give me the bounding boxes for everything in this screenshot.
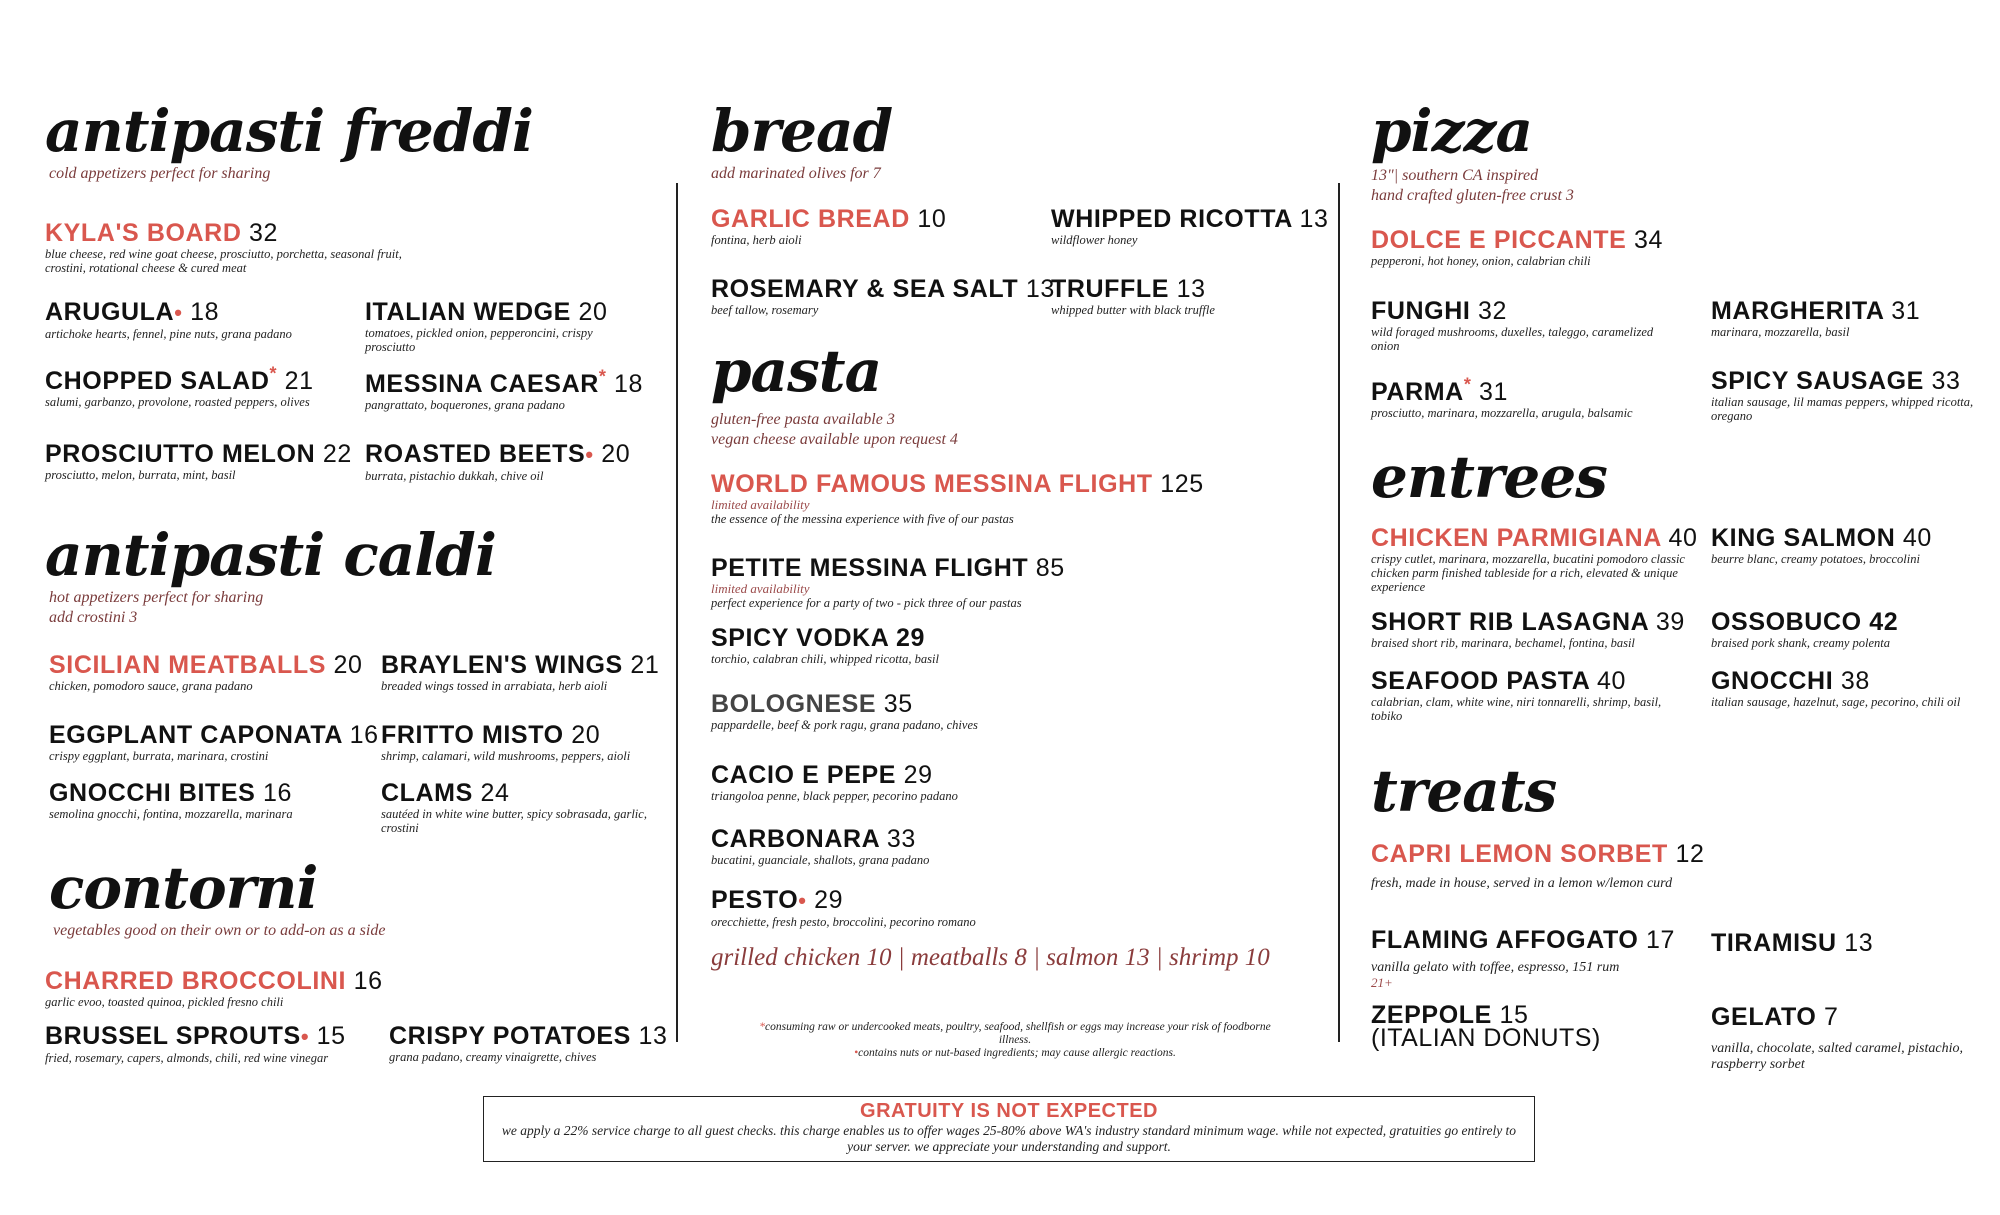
item-description: fried, rosemary, capers, almonds, chili, red wine vinegar [45,1051,329,1065]
item-name: PESTO [711,886,799,914]
item-description: bucatini, guanciale, shallots, grana padano [711,853,930,867]
item-price: 20 [571,721,601,749]
item-name: PARMA [1371,378,1464,406]
item-name: WORLD FAMOUS MESSINA FLIGHT [711,470,1153,498]
section-title-antipasti-caldi: antipasti caldi [45,521,496,589]
item-name: SPICY VODKA [711,624,889,652]
item-price: 21 [630,651,660,679]
item-description: calabrian, clam, white wine, niri tonnarelli, shrimp, basil, tobiko [1371,695,1662,723]
item-description: chicken, pomodoro sauce, grana padano [49,679,253,693]
item-price: 16 [349,721,379,749]
item-name: OSSOBUCO [1711,608,1862,636]
item-description: triangoloa penne, black pepper, pecorino padano [711,789,958,803]
menu-item-world-famous-flight [711,470,1271,526]
menu-item-chicken-parmigiana [1371,524,1698,594]
age-tag: 21+ [1371,975,1393,990]
item-price: 85 [1035,554,1065,582]
item-description: whipped butter with black truffle [1051,303,1215,317]
section-title-contorni: contorni [49,854,318,922]
item-description: blue cheese, red wine goat cheese, prosciutto, porchetta, seasonal fruit, crostini, rotational cheese & cured meat [45,247,402,275]
section-subtitle: 13"| southern CA inspired [1371,167,1539,184]
item-description: torchio, calabran chili, whipped ricotta, basil [711,652,939,666]
item-price: 29 [903,761,933,789]
item-price: 40 [1902,524,1932,552]
item-price: 15 [316,1022,346,1050]
nut-marker: • [174,300,183,325]
item-description: italian sausage, hazelnut, sage, pecorino, chili oil [1711,695,1961,709]
menu-item-king-salmon [1711,524,1981,566]
raw-marker: * [1463,374,1472,395]
section-subtitle: vegan cheese available upon request 4 [711,431,958,448]
item-description: marinara, mozzarella, basil [1711,325,1850,339]
item-description: artichoke hearts, fennel, pine nuts, grana padano [45,327,292,341]
item-price: 13 [1176,275,1206,303]
menu-item-funghi [1371,297,1671,353]
menu-item-sicilian-meatballs [49,651,379,693]
menu-item-arugula [45,298,355,341]
item-price: 33 [1931,367,1961,395]
nut-marker: • [854,1047,859,1059]
item-price: 29 [896,624,926,652]
menu-item-brussel-sprouts [45,1022,385,1065]
item-price: 20 [578,298,608,326]
item-name: BRUSSEL SPROUTS [45,1022,301,1050]
item-price: 40 [1597,667,1627,695]
item-description: prosciutto, marinara, mozzarella, arugula, balsamic [1371,406,1633,420]
item-description: crispy cutlet, marinara, mozzarella, bucatini pomodoro classic chicken parm finished tableside for a rich, elevated & unique experience [1371,552,1685,594]
item-description: fresh, made in house, served in a lemon w/lemon curd [1371,876,1673,891]
item-name: GELATO [1711,1003,1817,1031]
pasta-addons: grilled chicken 10 | meatballs 8 | salmon 13 | shrimp 10 [711,944,1270,971]
item-description: vanilla gelato with toffee, espresso, 151 rum [1371,960,1620,975]
item-price: 125 [1160,470,1204,498]
item-price: 34 [1634,226,1664,254]
menu-item-prosciutto-melon [45,440,355,482]
menu-item-italian-wedge [365,298,645,354]
item-price: 18 [190,298,220,326]
item-description: semolina gnocchi, fontina, mozzarella, marinara [49,807,293,821]
nut-marker: • [798,888,807,913]
gratuity-notice [483,1096,1535,1162]
item-price: 42 [1869,608,1899,636]
item-description: beef tallow, rosemary [711,303,819,317]
nut-marker: • [300,1024,310,1049]
menu-item-tiramisu [1711,929,1981,957]
section-subtitle: add marinated olives for 7 [711,165,881,182]
item-description: pappardelle, beef & pork ragu, grana padano, chives [711,718,978,732]
menu-item-petite-flight [711,554,1271,610]
section-title-antipasti-freddi: antipasti freddi [45,97,533,165]
item-price: 12 [1675,840,1705,868]
menu-item-garlic-bread [711,205,1031,247]
item-name: PETITE MESSINA FLIGHT [711,554,1029,582]
item-description: wildflower honey [1051,233,1138,247]
item-description: pepperoni, hot honey, onion, calabrian chili [1371,254,1591,268]
item-price: 18 [614,370,644,398]
raw-marker: * [269,363,278,384]
item-name: DOLCE E PICCANTE [1371,226,1627,254]
section-title-treats: treats [1371,757,1557,825]
item-description: italian sausage, lil mamas peppers, whipped ricotta, oregano [1711,395,1974,423]
menu-item-kylas-board [45,219,415,275]
item-description: fontina, herb aioli [711,233,802,247]
item-price: 17 [1645,926,1675,954]
item-description: prosciutto, melon, burrata, mint, basil [45,468,236,482]
item-price: 20 [333,651,363,679]
column-divider [1338,183,1340,1042]
item-description: breaded wings tossed in arrabiata, herb aioli [381,679,608,693]
raw-marker: * [759,1021,765,1033]
menu-item-zeppole [1371,1001,1691,1052]
item-name: CHOPPED SALAD [45,367,270,395]
item-description: wild foraged mushrooms, duxelles, taleggo, caramelized onion [1371,325,1654,353]
item-price: 32 [1477,297,1507,325]
item-price: 16 [353,967,383,995]
item-price: 13 [1025,275,1055,303]
item-description: shrimp, calamari, wild mushrooms, peppers, aioli [381,749,631,763]
item-price: 15 [1499,1001,1529,1029]
item-name: FUNGHI [1371,297,1471,325]
menu-item-whipped-ricotta [1051,205,1341,247]
menu-item-chopped-salad [45,363,345,409]
menu-item-eggplant-caponata [49,721,379,763]
item-name: CRISPY POTATOES [389,1022,631,1050]
menu-item-carbonara [711,825,1171,867]
item-price: 38 [1840,667,1870,695]
item-name: CHARRED BROCCOLINI [45,967,347,995]
item-name: GARLIC BREAD [711,205,910,233]
item-price: 13 [638,1022,668,1050]
item-name: BRAYLEN'S WINGS [381,651,623,679]
item-name: GNOCCHI BITES [49,779,256,807]
item-name: SHORT RIB LASAGNA [1371,608,1649,636]
section-subtitle: gluten-free pasta available 3 [711,411,895,428]
menu-item-parma [1371,374,1691,420]
item-name: CHICKEN PARMIGIANA [1371,524,1661,552]
menu-item-capri-lemon-sorbet [1371,840,1705,892]
menu-item-cacio-e-pepe [711,761,1171,803]
item-description: the essence of the messina experience with five of our pastas [711,512,1014,526]
item-name: TRUFFLE [1051,275,1170,303]
item-price: 29 [814,886,844,914]
section-subtitle: vegetables good on their own or to add-on as a side [53,922,386,939]
menu-item-charred-broccolini [45,967,425,1009]
item-description: orecchiette, fresh pesto, broccolini, pecorino romano [711,915,976,929]
section-subtitle: add crostini 3 [49,609,138,626]
item-name: ZEPPOLE [1371,1001,1492,1029]
menu-item-short-rib-lasagna [1371,608,1691,650]
item-name: CACIO E PEPE [711,761,897,789]
item-name: ROSEMARY & SEA SALT [711,275,1019,303]
item-name: BOLOGNESE [711,690,877,718]
item-price: 33 [886,825,916,853]
item-name: PROSCIUTTO MELON [45,440,316,468]
menu-item-bolognese [711,690,1171,732]
item-description: burrata, pistachio dukkah, chive oil [365,469,544,483]
gratuity-text: we apply a 22% service charge to all guest checks. this charge enables us to offer wages 25-80% above WA's industry standard minimum wage. while not expected, gratuities go entirely to your server. we appreciate your understanding and support. [501,1123,1517,1154]
menu-item-flaming-affogato [1371,926,1691,990]
section-title-entrees: entrees [1371,443,1607,511]
item-name: CLAMS [381,779,473,807]
item-description: beurre blanc, creamy potatoes, broccolini [1711,552,1920,566]
menu-item-fritto-misto [381,721,671,763]
item-description: tomatoes, pickled onion, pepperoncini, crispy prosciutto [365,326,593,354]
item-name: KYLA'S BOARD [45,219,242,247]
item-description: salumi, garbanzo, provolone, roasted peppers, olives [45,395,310,409]
menu-item-crispy-potatoes [389,1022,679,1064]
item-description: grana padano, creamy vinaigrette, chives [389,1050,597,1064]
item-price: 39 [1655,608,1685,636]
menu-item-spicy-vodka [711,624,1171,666]
menu-item-clams [381,779,661,835]
item-name: ITALIAN WEDGE [365,298,571,326]
menu-item-margherita [1711,297,1981,339]
availability-tag: limited availability [711,581,810,596]
section-subtitle: hand crafted gluten-free crust 3 [1371,187,1574,204]
item-name: SEAFOOD PASTA [1371,667,1590,695]
item-name: FRITTO MISTO [381,721,564,749]
item-description: braised pork shank, creamy polenta [1711,636,1891,650]
item-description: garlic evoo, toasted quinoa, pickled fresno chili [45,995,284,1009]
item-subname: (ITALIAN DONUTS) [1371,1024,1601,1052]
item-name: WHIPPED RICOTTA [1051,205,1292,233]
item-price: 24 [480,779,510,807]
gratuity-title: GRATUITY IS NOT EXPECTED [860,1100,1158,1122]
raw-marker: * [598,366,607,387]
item-price: 13 [1299,205,1329,233]
menu-item-ossobuco [1711,608,1981,650]
menu-item-braylens-wings [381,651,671,693]
item-name: GNOCCHI [1711,667,1834,695]
item-description: perfect experience for a party of two - pick three of our pastas [711,596,1022,610]
item-name: FLAMING AFFOGATO [1371,926,1639,954]
menu-item-dolce-e-piccante [1371,226,1791,268]
item-description: crispy eggplant, burrata, marinara, crostini [49,749,269,763]
item-name: CAPRI LEMON SORBET [1371,840,1668,868]
item-description: vanilla, chocolate, salted caramel, pistachio, raspberry sorbet [1711,1041,1963,1072]
section-title-bread: bread [711,97,893,165]
item-name: EGGPLANT CAPONATA [49,721,343,749]
allergy-footnote [755,1021,1275,1060]
item-name: ROASTED BEETS [365,440,586,468]
item-price: 21 [284,367,314,395]
item-name: SPICY SAUSAGE [1711,367,1924,395]
item-price: 20 [601,440,631,468]
item-price: 40 [1668,524,1698,552]
menu-item-gnocchi [1711,667,1981,709]
menu-item-rosemary-sea-salt [711,275,1055,317]
nut-warning: contains nuts or nut-based ingredients; may cause allergic reactions. [858,1047,1176,1059]
menu-item-truffle [1051,275,1341,317]
item-name: MESSINA CAESAR [365,370,599,398]
item-price: 22 [322,440,352,468]
menu-item-spicy-sausage [1711,367,1981,423]
item-description: braised short rib, marinara, bechamel, fontina, basil [1371,636,1635,650]
item-name: ARUGULA [45,298,175,326]
item-price: 10 [917,205,947,233]
menu-item-seafood-pasta [1371,667,1671,723]
menu-item-pesto [711,886,1171,929]
column-divider [676,183,678,1042]
item-price: 31 [1478,378,1508,406]
item-name: MARGHERITA [1711,297,1884,325]
item-name: CARBONARA [711,825,880,853]
item-price: 32 [249,219,279,247]
menu-item-gnocchi-bites [49,779,379,821]
section-title-pasta: pasta [711,337,882,405]
menu-item-roasted-beets [365,440,645,483]
item-description: pangrattato, boquerones, grana padano [365,398,565,412]
item-name: SICILIAN MEATBALLS [49,651,326,679]
item-price: 7 [1824,1003,1839,1031]
raw-food-warning: consuming raw or undercooked meats, poultry, seafood, shellfish or eggs may increase your risk of foodborne illness. [765,1021,1271,1046]
item-price: 31 [1891,297,1921,325]
section-title-pizza: pizza [1371,97,1533,165]
menu-item-messina-caesar [365,366,645,412]
menu-item-gelato [1711,1003,1981,1073]
item-price: 35 [883,690,913,718]
item-name: KING SALMON [1711,524,1896,552]
section-subtitle: cold appetizers perfect for sharing [49,165,271,182]
availability-tag: limited availability [711,497,810,512]
section-subtitle: hot appetizers perfect for sharing [49,589,264,606]
item-name: TIRAMISU [1711,929,1837,957]
item-description: sautéed in white wine butter, spicy sobrasada, garlic, crostini [381,807,647,835]
nut-marker: • [585,442,594,467]
item-price: 16 [262,779,292,807]
item-price: 13 [1844,929,1874,957]
